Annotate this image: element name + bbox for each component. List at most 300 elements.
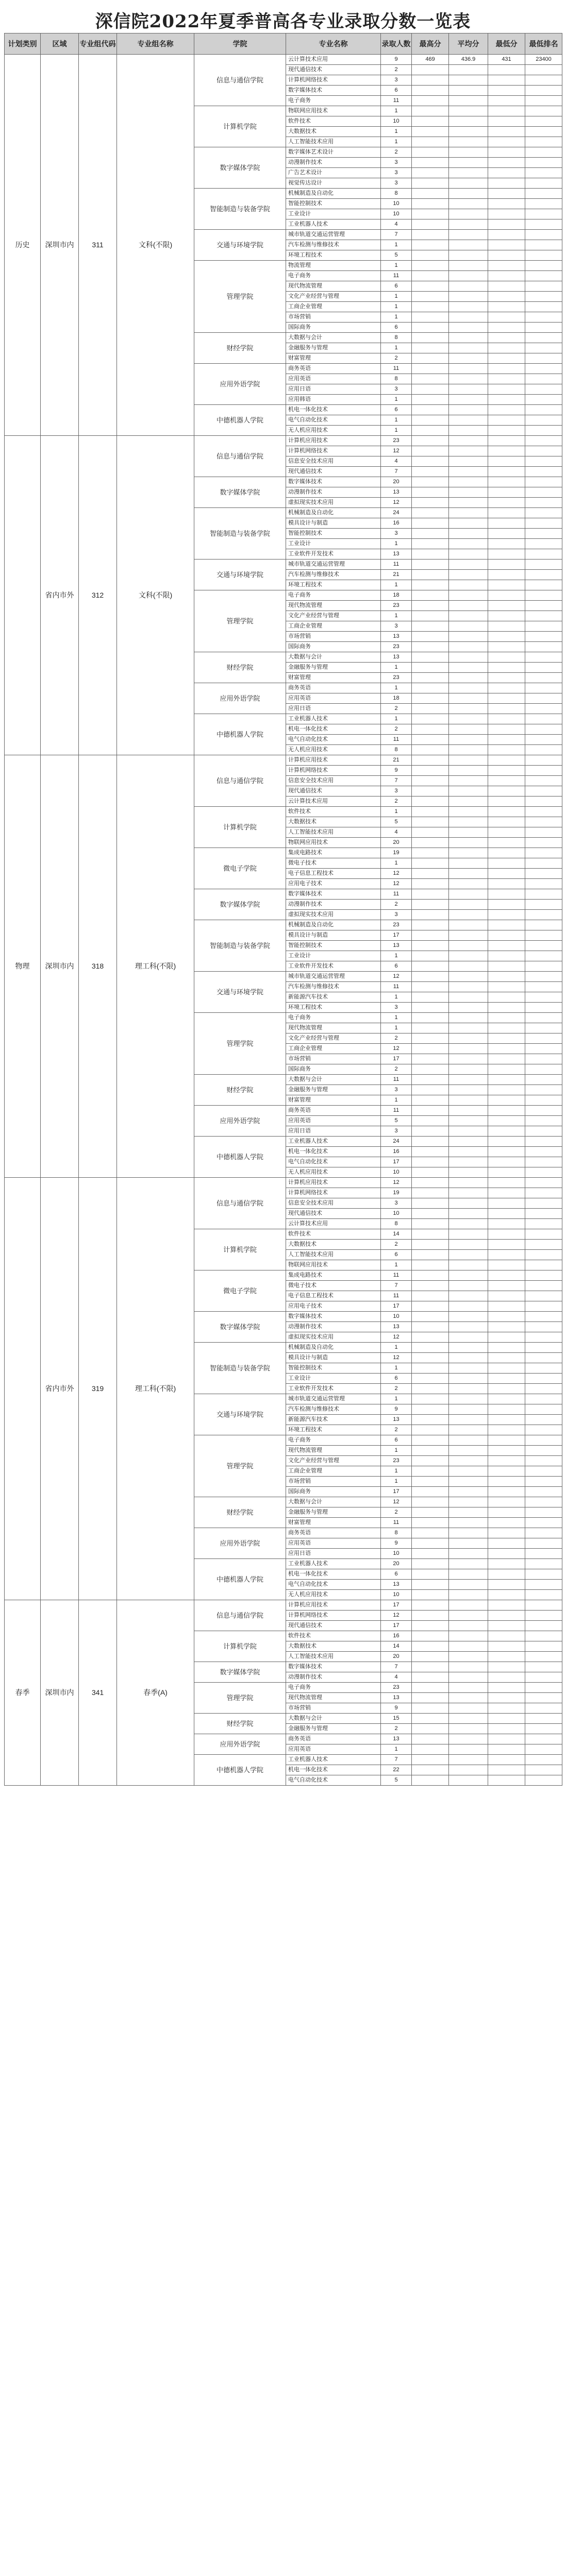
cell-min-score xyxy=(488,446,525,456)
cell-min-rank xyxy=(525,663,562,673)
table-body xyxy=(5,55,562,1786)
cell-admitted: 23 xyxy=(381,1683,412,1693)
cell-max-score xyxy=(412,1641,449,1652)
cell-min-rank xyxy=(525,858,562,869)
cell-min-score xyxy=(488,353,525,364)
cell-major: 数字媒体技术 xyxy=(286,86,381,96)
cell-min-score xyxy=(488,858,525,869)
cell-avg-score xyxy=(449,652,488,663)
cell-major: 文化产业经营与管理 xyxy=(286,611,381,621)
cell-major: 数字媒体技术 xyxy=(286,1312,381,1322)
cell-avg-score xyxy=(449,1497,488,1507)
cell-max-score xyxy=(412,1775,449,1786)
cell-min-rank xyxy=(525,1054,562,1064)
cell-min-rank xyxy=(525,1549,562,1559)
cell-major: 商务英语 xyxy=(286,683,381,693)
cell-min-score xyxy=(488,1322,525,1332)
cell-min-rank xyxy=(525,219,562,230)
cell-major: 环境工程技术 xyxy=(286,580,381,590)
cell-avg-score xyxy=(449,1240,488,1250)
cell-major: 人工智能技术应用 xyxy=(286,137,381,147)
cell-min-score xyxy=(488,930,525,941)
cell-min-rank xyxy=(525,693,562,704)
cell-max-score xyxy=(412,281,449,292)
cell-college: 应用外语学院 xyxy=(194,683,286,714)
cell-admitted: 1 xyxy=(381,1343,412,1353)
cell-max-score xyxy=(412,560,449,570)
cell-max-score xyxy=(412,1435,449,1446)
cell-major: 智能控制技术 xyxy=(286,1363,381,1374)
cell-admitted: 18 xyxy=(381,590,412,601)
cell-max-score xyxy=(412,879,449,889)
cell-avg-score xyxy=(449,1363,488,1374)
cell-major: 计算机应用技术 xyxy=(286,1178,381,1188)
cell-admitted: 12 xyxy=(381,498,412,508)
cell-avg-score xyxy=(449,86,488,96)
cell-admitted: 13 xyxy=(381,487,412,498)
cell-admitted: 6 xyxy=(381,961,412,972)
cell-max-score xyxy=(412,1693,449,1703)
cell-admitted: 1 xyxy=(381,1394,412,1404)
cell-min-rank xyxy=(525,1075,562,1085)
cell-avg-score xyxy=(449,1600,488,1611)
cell-min-score xyxy=(488,65,525,75)
cell-min-score xyxy=(488,766,525,776)
cell-max-score xyxy=(412,652,449,663)
cell-avg-score xyxy=(449,1487,488,1497)
cell-admitted: 12 xyxy=(381,1353,412,1363)
cell-max-score xyxy=(412,930,449,941)
cell-avg-score xyxy=(449,1569,488,1580)
cell-major: 智能控制技术 xyxy=(286,199,381,209)
cell-max-score xyxy=(412,498,449,508)
cell-min-rank xyxy=(525,1301,562,1312)
cell-avg-score xyxy=(449,869,488,879)
cell-avg-score xyxy=(449,1198,488,1209)
cell-major: 动漫制作技术 xyxy=(286,1672,381,1683)
cell-min-score xyxy=(488,611,525,621)
cell-major: 现代通信技术 xyxy=(286,467,381,477)
cell-min-score xyxy=(488,230,525,240)
cell-max-score xyxy=(412,900,449,910)
cell-max-score xyxy=(412,941,449,951)
cell-admitted: 2 xyxy=(381,353,412,364)
cell-max-score xyxy=(412,1415,449,1425)
cell-min-score xyxy=(488,292,525,302)
cell-major: 数字媒体技术 xyxy=(286,477,381,487)
cell-min-rank xyxy=(525,992,562,1003)
cell-min-score xyxy=(488,1281,525,1291)
cell-max-score xyxy=(412,96,449,106)
cell-min-score xyxy=(488,683,525,693)
cell-college: 信息与通信学院 xyxy=(194,1600,286,1631)
cell-avg-score xyxy=(449,1353,488,1363)
cell-min-rank xyxy=(525,652,562,663)
cell-max-score xyxy=(412,487,449,498)
cell-min-rank xyxy=(525,292,562,302)
cell-admitted: 3 xyxy=(381,1085,412,1095)
cell-avg-score xyxy=(449,1693,488,1703)
cell-min-rank xyxy=(525,1600,562,1611)
cell-min-score xyxy=(488,508,525,518)
cell-avg-score xyxy=(449,683,488,693)
cell-min-score xyxy=(488,807,525,817)
cell-admitted: 13 xyxy=(381,1580,412,1590)
cell-avg-score xyxy=(449,116,488,127)
cell-max-score xyxy=(412,1672,449,1683)
cell-min-score xyxy=(488,1734,525,1744)
cell-major: 软件技术 xyxy=(286,807,381,817)
cell-max-score xyxy=(412,838,449,848)
cell-max-score xyxy=(412,219,449,230)
cell-avg-score xyxy=(449,1219,488,1229)
cell-major: 机械制造及自动化 xyxy=(286,1343,381,1353)
table-row xyxy=(5,1600,562,1611)
cell-max-score xyxy=(412,735,449,745)
cell-admitted: 24 xyxy=(381,1137,412,1147)
cell-min-score xyxy=(488,364,525,374)
cell-major: 人工智能技术应用 xyxy=(286,827,381,838)
cell-min-score xyxy=(488,86,525,96)
cell-college: 管理学院 xyxy=(194,1013,286,1075)
cell-avg-score xyxy=(449,1683,488,1693)
cell-avg-score xyxy=(449,1116,488,1126)
cell-admitted: 18 xyxy=(381,693,412,704)
cell-avg-score xyxy=(449,1507,488,1518)
cell-avg-score xyxy=(449,1013,488,1023)
cell-avg-score xyxy=(449,1281,488,1291)
cell-avg-score xyxy=(449,1404,488,1415)
cell-major: 大数据与会计 xyxy=(286,652,381,663)
cell-min-score xyxy=(488,436,525,446)
cell-min-rank xyxy=(525,127,562,137)
cell-avg-score xyxy=(449,364,488,374)
cell-min-score xyxy=(488,1611,525,1621)
cell-admitted: 19 xyxy=(381,1188,412,1198)
cell-admitted: 1 xyxy=(381,127,412,137)
cell-min-rank xyxy=(525,1147,562,1157)
cell-admitted: 11 xyxy=(381,1518,412,1528)
cell-admitted: 3 xyxy=(381,621,412,632)
cell-major: 财富管理 xyxy=(286,353,381,364)
cell-max-score xyxy=(412,65,449,75)
cell-min-rank xyxy=(525,1693,562,1703)
cell-avg-score xyxy=(449,343,488,353)
cell-min-rank xyxy=(525,1343,562,1353)
cell-min-score xyxy=(488,477,525,487)
cell-major: 汽车检测与维修技术 xyxy=(286,1404,381,1415)
cell-major: 电子商务 xyxy=(286,96,381,106)
cell-admitted: 2 xyxy=(381,1384,412,1394)
cell-college: 信息与通信学院 xyxy=(194,1178,286,1229)
cell-region: 深圳市内 xyxy=(41,55,79,436)
cell-min-score xyxy=(488,487,525,498)
cell-college: 管理学院 xyxy=(194,261,286,333)
cell-min-rank xyxy=(525,621,562,632)
cell-max-score xyxy=(412,1477,449,1487)
cell-college: 应用外语学院 xyxy=(194,1734,286,1755)
cell-major: 现代物流管理 xyxy=(286,1023,381,1033)
cell-max-score xyxy=(412,755,449,766)
cell-min-rank xyxy=(525,1621,562,1631)
cell-group-name: 春季(A) xyxy=(117,1600,194,1786)
cell-max-score xyxy=(412,858,449,869)
cell-plan-type: 春季 xyxy=(5,1600,41,1786)
cell-major: 新能源汽车技术 xyxy=(286,1415,381,1425)
cell-major: 商务英语 xyxy=(286,1734,381,1744)
cell-admitted: 12 xyxy=(381,1044,412,1054)
cell-major: 应用日语 xyxy=(286,1549,381,1559)
cell-admitted: 23 xyxy=(381,920,412,930)
cell-max-score xyxy=(412,1394,449,1404)
cell-avg-score xyxy=(449,796,488,807)
cell-min-score xyxy=(488,1580,525,1590)
cell-college: 应用外语学院 xyxy=(194,364,286,405)
cell-min-score xyxy=(488,1415,525,1425)
cell-major: 人工智能技术应用 xyxy=(286,1652,381,1662)
cell-avg-score xyxy=(449,1415,488,1425)
cell-major: 电气自动化技术 xyxy=(286,735,381,745)
cell-min-score xyxy=(488,724,525,735)
cell-avg-score xyxy=(449,436,488,446)
header-plan-type: 计划类别 xyxy=(5,33,41,55)
header-group-name: 专业组名称 xyxy=(117,33,194,55)
cell-college: 信息与通信学院 xyxy=(194,755,286,807)
cell-max-score xyxy=(412,1332,449,1343)
cell-max-score xyxy=(412,1260,449,1270)
cell-min-score xyxy=(488,1106,525,1116)
cell-min-score xyxy=(488,1188,525,1198)
cell-admitted: 5 xyxy=(381,817,412,827)
cell-admitted: 3 xyxy=(381,75,412,86)
cell-min-rank xyxy=(525,1683,562,1693)
cell-min-score xyxy=(488,189,525,199)
cell-max-score xyxy=(412,395,449,405)
cell-avg-score xyxy=(449,951,488,961)
cell-major: 模具设计与制造 xyxy=(286,930,381,941)
cell-max-score xyxy=(412,1167,449,1178)
cell-admitted: 8 xyxy=(381,374,412,384)
cell-max-score xyxy=(412,920,449,930)
cell-max-score xyxy=(412,529,449,539)
cell-min-rank xyxy=(525,1744,562,1755)
cell-min-score xyxy=(488,889,525,900)
cell-avg-score xyxy=(449,1312,488,1322)
cell-avg-score xyxy=(449,930,488,941)
cell-min-score xyxy=(488,714,525,724)
cell-min-score xyxy=(488,1456,525,1466)
cell-avg-score xyxy=(449,1322,488,1332)
cell-group-name: 理工科(不限) xyxy=(117,755,194,1178)
cell-admitted: 17 xyxy=(381,1487,412,1497)
cell-min-rank xyxy=(525,498,562,508)
cell-major: 财富管理 xyxy=(286,673,381,683)
cell-major: 国际商务 xyxy=(286,1064,381,1075)
cell-admitted: 20 xyxy=(381,1559,412,1569)
cell-admitted: 12 xyxy=(381,972,412,982)
cell-min-rank xyxy=(525,75,562,86)
cell-max-score xyxy=(412,1611,449,1621)
cell-avg-score xyxy=(449,1518,488,1528)
cell-max-score xyxy=(412,1033,449,1044)
cell-avg-score xyxy=(449,302,488,312)
cell-avg-score xyxy=(449,673,488,683)
cell-max-score: 469 xyxy=(412,55,449,65)
cell-major: 电子信息工程技术 xyxy=(286,869,381,879)
cell-group-code: 318 xyxy=(79,755,117,1178)
cell-major: 计算机应用技术 xyxy=(286,436,381,446)
cell-min-rank xyxy=(525,786,562,796)
cell-major: 计算机应用技术 xyxy=(286,755,381,766)
cell-max-score xyxy=(412,869,449,879)
cell-min-score xyxy=(488,178,525,189)
cell-min-score xyxy=(488,796,525,807)
cell-min-rank xyxy=(525,1332,562,1343)
cell-avg-score xyxy=(449,745,488,755)
cell-major: 环境工程技术 xyxy=(286,250,381,261)
cell-major: 人工智能技术应用 xyxy=(286,1250,381,1260)
cell-plan-type xyxy=(5,436,41,755)
cell-avg-score xyxy=(449,1734,488,1744)
cell-major: 集成电路技术 xyxy=(286,1270,381,1281)
cell-min-rank xyxy=(525,1734,562,1744)
cell-admitted: 6 xyxy=(381,281,412,292)
cell-avg-score xyxy=(449,292,488,302)
cell-min-rank xyxy=(525,539,562,549)
cell-avg-score xyxy=(449,477,488,487)
header-major: 专业名称 xyxy=(286,33,381,55)
cell-max-score xyxy=(412,147,449,158)
cell-avg-score xyxy=(449,972,488,982)
cell-avg-score xyxy=(449,1147,488,1157)
cell-min-rank xyxy=(525,796,562,807)
cell-max-score xyxy=(412,1054,449,1064)
cell-admitted: 2 xyxy=(381,900,412,910)
cell-major: 文化产业经营与管理 xyxy=(286,1456,381,1466)
cell-min-rank xyxy=(525,333,562,343)
cell-min-score xyxy=(488,1744,525,1755)
cell-max-score xyxy=(412,508,449,518)
cell-min-rank xyxy=(525,601,562,611)
cell-max-score xyxy=(412,663,449,673)
cell-max-score xyxy=(412,1085,449,1095)
cell-max-score xyxy=(412,539,449,549)
cell-major: 新能源汽车技术 xyxy=(286,992,381,1003)
cell-major: 现代物流管理 xyxy=(286,1693,381,1703)
cell-admitted: 1 xyxy=(381,1095,412,1106)
cell-min-score xyxy=(488,673,525,683)
cell-admitted: 3 xyxy=(381,384,412,395)
header-admitted: 录取人数 xyxy=(381,33,412,55)
cell-admitted: 11 xyxy=(381,96,412,106)
cell-major: 物流管理 xyxy=(286,261,381,271)
cell-max-score xyxy=(412,642,449,652)
cell-max-score xyxy=(412,477,449,487)
cell-max-score xyxy=(412,1466,449,1477)
cell-major: 电气自动化技术 xyxy=(286,1775,381,1786)
cell-college: 财经学院 xyxy=(194,1075,286,1106)
cell-min-score xyxy=(488,1446,525,1456)
cell-min-score xyxy=(488,982,525,992)
cell-admitted: 10 xyxy=(381,1549,412,1559)
cell-min-rank xyxy=(525,1023,562,1033)
cell-min-rank xyxy=(525,364,562,374)
cell-max-score xyxy=(412,1106,449,1116)
cell-max-score xyxy=(412,261,449,271)
cell-avg-score xyxy=(449,1301,488,1312)
table-header-row xyxy=(5,33,562,55)
cell-major: 应用日语 xyxy=(286,1126,381,1137)
cell-admitted: 1 xyxy=(381,395,412,405)
cell-admitted: 12 xyxy=(381,1178,412,1188)
cell-min-rank xyxy=(525,1116,562,1126)
cell-major: 物联网应用技术 xyxy=(286,838,381,848)
cell-major: 信息安全技术应用 xyxy=(286,1198,381,1209)
cell-min-score xyxy=(488,1209,525,1219)
cell-min-score xyxy=(488,1518,525,1528)
cell-min-rank xyxy=(525,941,562,951)
cell-major: 大数据与会计 xyxy=(286,1497,381,1507)
cell-avg-score xyxy=(449,1662,488,1672)
cell-admitted: 1 xyxy=(381,292,412,302)
cell-min-rank xyxy=(525,1198,562,1209)
cell-min-score xyxy=(488,1219,525,1229)
cell-min-rank xyxy=(525,1569,562,1580)
cell-min-rank xyxy=(525,766,562,776)
cell-college: 应用外语学院 xyxy=(194,1528,286,1559)
cell-admitted: 3 xyxy=(381,786,412,796)
cell-max-score xyxy=(412,786,449,796)
cell-avg-score xyxy=(449,446,488,456)
cell-min-rank xyxy=(525,96,562,106)
cell-min-rank xyxy=(525,1003,562,1013)
cell-max-score xyxy=(412,848,449,858)
cell-min-score xyxy=(488,827,525,838)
cell-admitted: 23 xyxy=(381,673,412,683)
cell-college: 财经学院 xyxy=(194,652,286,683)
cell-major: 国际商务 xyxy=(286,323,381,333)
cell-major: 集成电路技术 xyxy=(286,848,381,858)
cell-min-score xyxy=(488,1435,525,1446)
cell-min-score xyxy=(488,992,525,1003)
cell-max-score xyxy=(412,1487,449,1497)
cell-admitted: 3 xyxy=(381,1126,412,1137)
cell-max-score xyxy=(412,611,449,621)
cell-min-rank xyxy=(525,1590,562,1600)
cell-major: 广告艺术设计 xyxy=(286,168,381,178)
cell-admitted: 13 xyxy=(381,1322,412,1332)
cell-admitted: 14 xyxy=(381,1641,412,1652)
cell-avg-score xyxy=(449,1394,488,1404)
cell-max-score xyxy=(412,1683,449,1693)
cell-admitted: 2 xyxy=(381,1507,412,1518)
cell-max-score xyxy=(412,292,449,302)
cell-max-score xyxy=(412,1219,449,1229)
cell-min-rank xyxy=(525,1353,562,1363)
cell-min-score xyxy=(488,745,525,755)
cell-major: 云计算技术应用 xyxy=(286,55,381,65)
cell-min-rank xyxy=(525,1312,562,1322)
cell-major: 大数据技术 xyxy=(286,127,381,137)
cell-max-score xyxy=(412,889,449,900)
cell-min-score xyxy=(488,652,525,663)
cell-major: 金融服务与管理 xyxy=(286,663,381,673)
cell-min-rank xyxy=(525,312,562,323)
cell-avg-score xyxy=(449,1765,488,1775)
cell-major: 文化产业经营与管理 xyxy=(286,292,381,302)
cell-avg-score xyxy=(449,1157,488,1167)
cell-max-score xyxy=(412,1404,449,1415)
